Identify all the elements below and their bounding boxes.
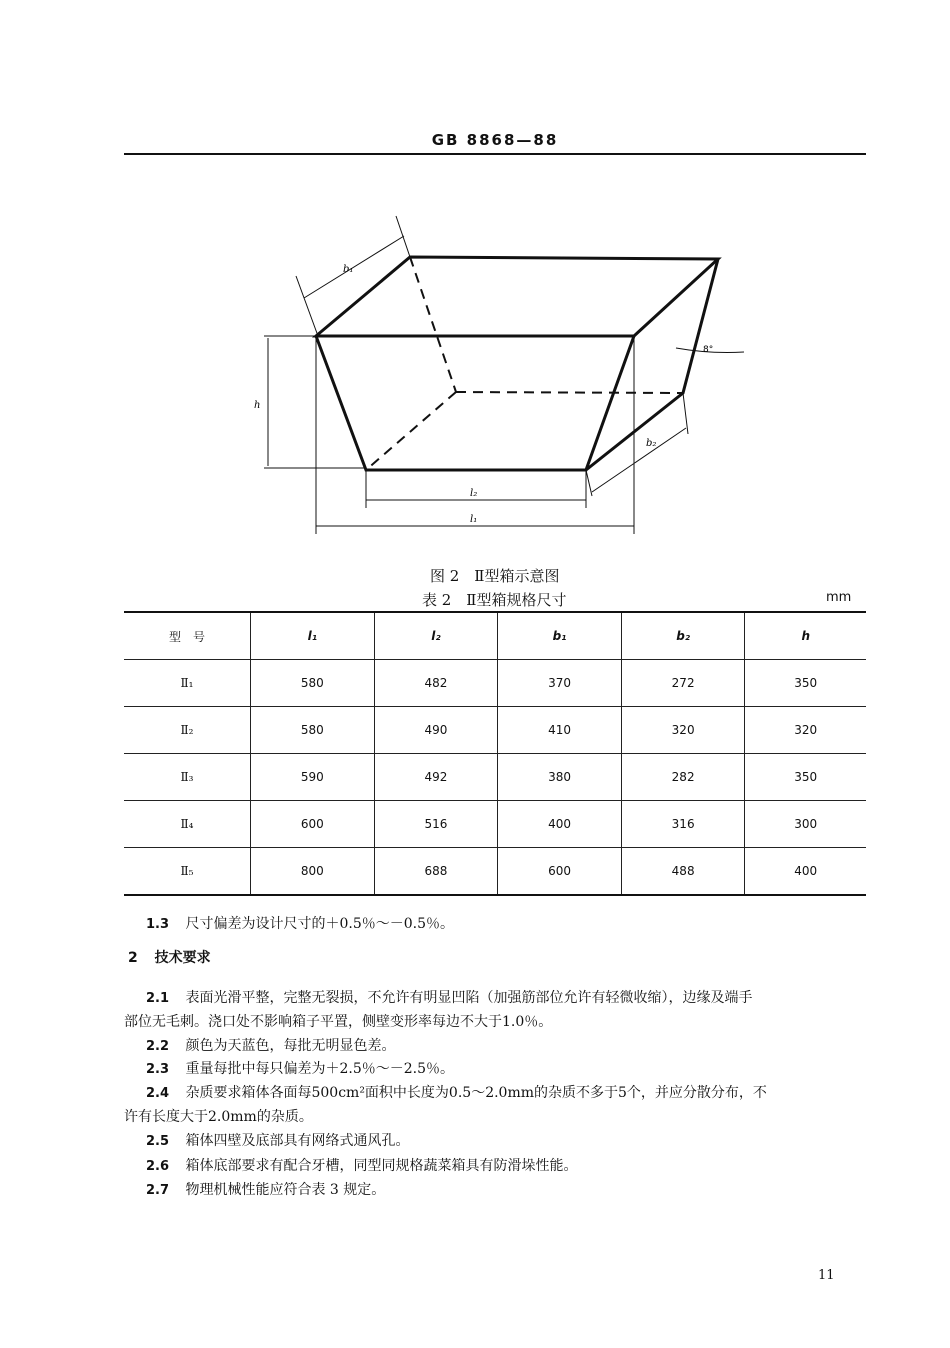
cell-b1: 600: [498, 848, 622, 896]
clause-2-3: [146, 1059, 454, 1080]
standard-code: GB 8868—88: [431, 131, 559, 149]
cell-l2: 490: [374, 707, 498, 754]
clause-text: 颜色为天蓝色，每批无明显色差。: [185, 1038, 396, 1054]
clause-number: 2.6: [146, 1159, 170, 1174]
cell-b1: 410: [498, 707, 622, 754]
section-2-heading: [128, 948, 211, 968]
label-angle: 8°: [703, 345, 714, 355]
cell-l2: 482: [374, 660, 498, 707]
h-dimension: [264, 336, 366, 468]
cell-l1: 800: [251, 848, 375, 896]
header-rule: [124, 153, 866, 155]
clause-2-7: [146, 1180, 385, 1201]
clause-2-1: [146, 988, 868, 1009]
cell-model: Ⅱ₄: [124, 801, 251, 848]
header-b2: b₂: [621, 612, 745, 660]
table-row: [124, 660, 866, 707]
cell-b1: 370: [498, 660, 622, 707]
cell-h: 400: [745, 848, 866, 896]
section-title: 技术要求: [154, 950, 211, 966]
cell-model: Ⅱ₂: [124, 707, 251, 754]
cell-b1: 400: [498, 801, 622, 848]
cell-h: 350: [745, 660, 866, 707]
clause-2-2: [146, 1036, 395, 1057]
clause-text: 箱体底部要求有配合牙槽，同型同规格蔬菜箱具有防滑垛性能。: [185, 1158, 578, 1174]
table-row: [124, 801, 866, 848]
cell-l1: 580: [251, 660, 375, 707]
header-model: 型 号: [124, 612, 251, 660]
clause-text-line-1: 杂质要求箱体各面每500cm²面积中长度为0.5～2.0mm的杂质不多于5个，并应分散分布，不: [185, 1085, 767, 1101]
clause-2-4: [146, 1083, 868, 1104]
spec-table: [124, 611, 866, 896]
section-number: 2: [128, 950, 138, 966]
cell-b2: 272: [621, 660, 745, 707]
b2-dimension: [586, 393, 688, 496]
clause-text: 重量每批中每只偏差为＋2.5％～－2.5％。: [185, 1061, 455, 1077]
label-h: h: [254, 400, 261, 411]
box-diagram: [240, 210, 760, 550]
cell-model: Ⅱ₅: [124, 848, 251, 896]
cell-l1: 580: [251, 707, 375, 754]
clause-text: 箱体四壁及底部具有网络式通风孔。: [185, 1133, 410, 1149]
page-number: 11: [818, 1268, 835, 1283]
cell-l2: 492: [374, 754, 498, 801]
header-l1: l₁: [251, 612, 375, 660]
table-row: [124, 754, 866, 801]
cell-model: Ⅱ₃: [124, 754, 251, 801]
clause-2-6: [146, 1156, 577, 1177]
label-b2: b₂: [646, 438, 657, 449]
cell-l2: 688: [374, 848, 498, 896]
clause-text-line-1: 表面光滑平整，完整无裂损，不允许有明显凹陷（加强筋部位允许有轻微收缩），边缘及端手: [185, 990, 753, 1006]
cell-model: Ⅱ₁: [124, 660, 251, 707]
cell-h: 320: [745, 707, 866, 754]
clause-2-1-line-2: 部位无毛刺。浇口处不影响箱子平置，侧壁变形率每边不大于1.0％。: [124, 1014, 553, 1030]
clause-number: 2.4: [146, 1086, 170, 1101]
cell-b1: 380: [498, 754, 622, 801]
clause-2-5: [146, 1131, 409, 1152]
table-unit: mm: [826, 590, 852, 605]
cell-l2: 516: [374, 801, 498, 848]
cell-h: 350: [745, 754, 866, 801]
header-h: h: [745, 612, 866, 660]
b1-dimension: [296, 216, 410, 336]
label-l1: l₁: [470, 514, 478, 525]
clause-text: 物理机械性能应符合表 3 规定。: [185, 1182, 386, 1198]
cell-l1: 600: [251, 801, 375, 848]
clause-number: 2.3: [146, 1062, 170, 1077]
table-header-row: [124, 612, 866, 660]
clause-1-3: [146, 914, 454, 935]
clause-number: 1.3: [146, 917, 170, 932]
clause-number: 2.2: [146, 1039, 170, 1054]
cell-b2: 282: [621, 754, 745, 801]
clause-text: 尺寸偏差为设计尺寸的＋0.5％～－0.5％。: [185, 916, 455, 932]
clause-2-4-line-2: 许有长度大于2.0mm的杂质。: [124, 1109, 313, 1125]
header-l2: l₂: [374, 612, 498, 660]
clause-number: 2.5: [146, 1134, 170, 1149]
clause-number: 2.7: [146, 1183, 170, 1198]
label-b1: b₁: [343, 264, 354, 275]
figure-caption: 图 2 Ⅱ型箱示意图: [430, 567, 560, 585]
cell-l1: 590: [251, 754, 375, 801]
table-row: [124, 848, 866, 896]
table-caption: 表 2 Ⅱ型箱规格尺寸: [422, 591, 567, 609]
cell-b2: 316: [621, 801, 745, 848]
box-top-rim: [316, 257, 718, 336]
box-visible-edges: [316, 259, 718, 470]
label-l2: l₂: [470, 488, 478, 499]
header-b1: b₁: [498, 612, 622, 660]
clause-number: 2.1: [146, 991, 170, 1006]
box-hidden-edges: [366, 257, 683, 470]
cell-b2: 488: [621, 848, 745, 896]
cell-b2: 320: [621, 707, 745, 754]
cell-h: 300: [745, 801, 866, 848]
table-row: [124, 707, 866, 754]
